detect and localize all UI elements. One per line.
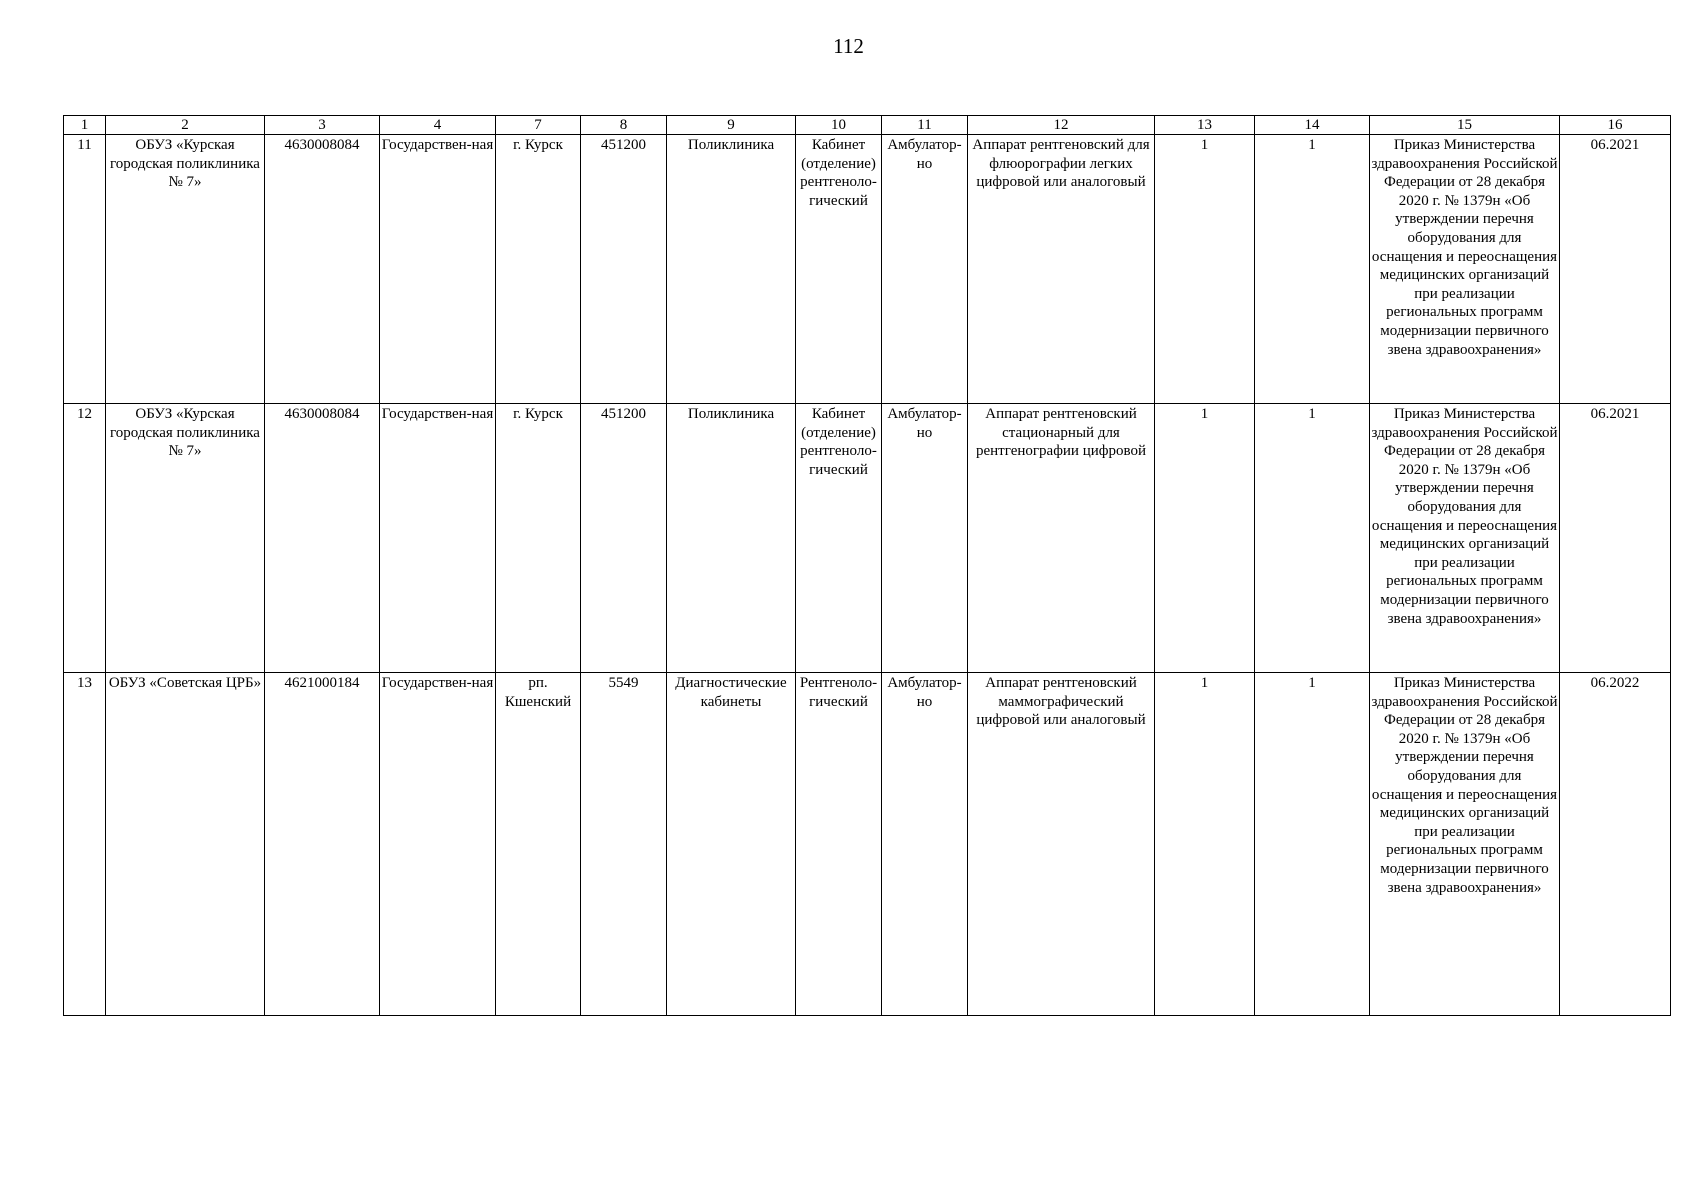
cell-organization: ОБУЗ «Курская городская поликлиника № 7» xyxy=(106,404,265,673)
cell-organization: ОБУЗ «Курская городская поликлиника № 7» xyxy=(106,135,265,404)
cell-care-type: Амбулатор-но xyxy=(882,404,968,673)
cell-row-number: 13 xyxy=(64,673,106,1016)
table-row xyxy=(64,135,1671,404)
col-header: 11 xyxy=(882,116,968,135)
cell-locality: г. Курск xyxy=(496,404,581,673)
col-header: 10 xyxy=(796,116,882,135)
cell-population: 451200 xyxy=(581,135,667,404)
cell-ownership: Государствен-ная xyxy=(380,135,496,404)
table-row xyxy=(64,673,1671,1016)
col-header: 7 xyxy=(496,116,581,135)
col-header: 1 xyxy=(64,116,106,135)
page-number: 112 xyxy=(833,34,864,58)
equipment-table xyxy=(63,115,1671,1016)
cell-row-number: 12 xyxy=(64,404,106,673)
cell-ownership: Государствен-ная xyxy=(380,673,496,1016)
cell-population: 5549 xyxy=(581,673,667,1016)
col-header: 16 xyxy=(1560,116,1671,135)
cell-row-number: 11 xyxy=(64,135,106,404)
cell-legal-basis: Приказ Министерства здравоохранения Российской Федерации от 28 декабря 2020 г. № 1379н «Об утверждении перечня оборудования для оснащения и переоснащения медицинских организаций при реализации региональных программ модернизации первичного звена здравоохранения» xyxy=(1370,135,1560,404)
cell-equipment: Аппарат рентгеновский маммографический цифровой или аналоговый xyxy=(968,673,1155,1016)
cell-equipment: Аппарат рентгеновский стационарный для рентгенографии цифровой xyxy=(968,404,1155,673)
cell-department: Рентгеноло-гический xyxy=(796,673,882,1016)
cell-unit-type: Поликлиника xyxy=(667,135,796,404)
col-header: 3 xyxy=(265,116,380,135)
cell-unit-type: Диагностические кабинеты xyxy=(667,673,796,1016)
cell-quantity: 1 xyxy=(1155,673,1255,1016)
cell-legal-basis: Приказ Министерства здравоохранения Российской Федерации от 28 декабря 2020 г. № 1379н «Об утверждении перечня оборудования для оснащения и переоснащения медицинских организаций при реализации региональных программ модернизации первичного звена здравоохранения» xyxy=(1370,673,1560,1016)
cell-date: 06.2021 xyxy=(1560,135,1671,404)
col-header: 9 xyxy=(667,116,796,135)
col-header: 8 xyxy=(581,116,667,135)
cell-quantity-2: 1 xyxy=(1255,673,1370,1016)
col-header: 14 xyxy=(1255,116,1370,135)
cell-population: 451200 xyxy=(581,404,667,673)
cell-unit-type: Поликлиника xyxy=(667,404,796,673)
col-header: 2 xyxy=(106,116,265,135)
col-header: 13 xyxy=(1155,116,1255,135)
cell-locality: г. Курск xyxy=(496,135,581,404)
cell-locality: рп. Кшенский xyxy=(496,673,581,1016)
cell-date: 06.2021 xyxy=(1560,404,1671,673)
cell-department: Кабинет (отделение) рентгеноло-гический xyxy=(796,404,882,673)
cell-quantity-2: 1 xyxy=(1255,404,1370,673)
cell-inn: 4621000184 xyxy=(265,673,380,1016)
col-header: 4 xyxy=(380,116,496,135)
cell-quantity: 1 xyxy=(1155,135,1255,404)
cell-care-type: Амбулатор-но xyxy=(882,135,968,404)
table-row xyxy=(64,404,1671,673)
cell-inn: 4630008084 xyxy=(265,404,380,673)
cell-quantity: 1 xyxy=(1155,404,1255,673)
cell-care-type: Амбулатор-но xyxy=(882,673,968,1016)
cell-ownership: Государствен-ная xyxy=(380,404,496,673)
header-row xyxy=(64,116,1671,135)
col-header: 15 xyxy=(1370,116,1560,135)
cell-inn: 4630008084 xyxy=(265,135,380,404)
cell-equipment: Аппарат рентгеновский для флюорографии легких цифровой или аналоговый xyxy=(968,135,1155,404)
col-header: 12 xyxy=(968,116,1155,135)
cell-department: Кабинет (отделение) рентгеноло-гический xyxy=(796,135,882,404)
cell-organization: ОБУЗ «Советская ЦРБ» xyxy=(106,673,265,1016)
cell-legal-basis: Приказ Министерства здравоохранения Российской Федерации от 28 декабря 2020 г. № 1379н «Об утверждении перечня оборудования для оснащения и переоснащения медицинских организаций при реализации региональных программ модернизации первичного звена здравоохранения» xyxy=(1370,404,1560,673)
cell-date: 06.2022 xyxy=(1560,673,1671,1016)
cell-quantity-2: 1 xyxy=(1255,135,1370,404)
